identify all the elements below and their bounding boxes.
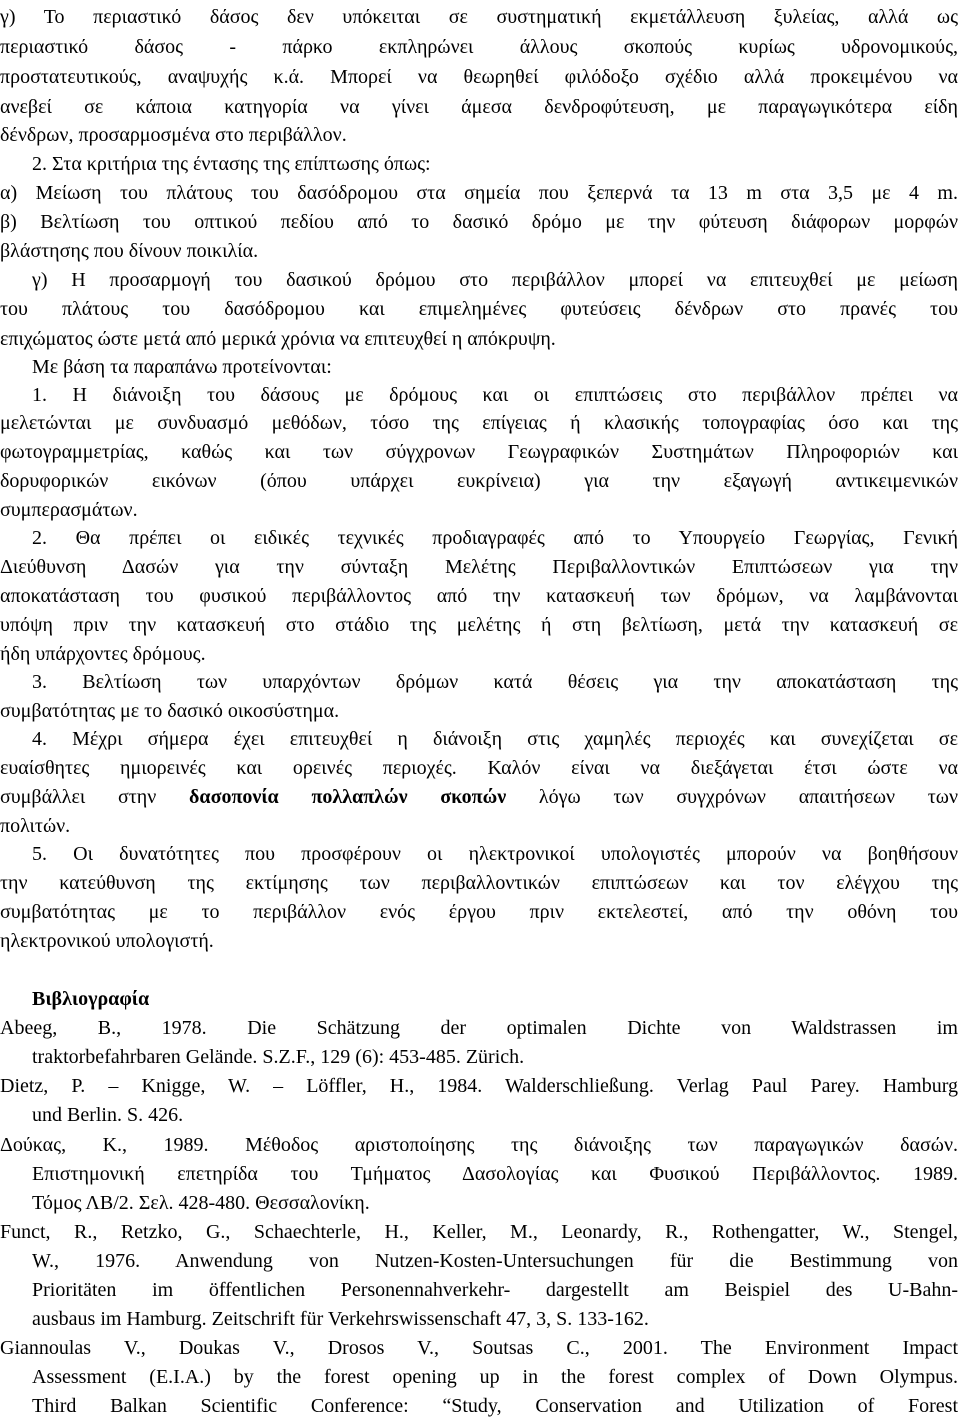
text-line: δορυφορικών εικόνων (όπου υπάρχει ευκρίνεια) για την εξαγωγή αντικειμενικών	[0, 470, 958, 492]
text-line: Διεύθυνση Δασών για την σύνταξη Μελέτης Περιβαλλοντικών Επιπτώσεων για την	[0, 556, 958, 578]
text-line: συμπερασμάτων.	[0, 499, 138, 521]
text-line: συμβατότητας με το δασικό οικοσύστημα.	[0, 700, 340, 722]
text-line: Funct, R., Retzko, G., Schaechterle, H., Keller, M., Leonardy, R., Rothengatter, W., Stengel,	[0, 1221, 958, 1243]
text-line: ηλεκτρονικού υπολογιστή.	[0, 930, 214, 952]
text-line: Prioritäten im öffentlichen Personennahverkehr- dargestellt am Beispiel des U-Bahn-	[32, 1279, 958, 1301]
text-line: 4. Μέχρι σήμερα έχει επιτευχθεί η διάνοιξη στις χαμηλές περιοχές και συνεχίζεται σε	[32, 728, 958, 750]
text-line: ausbaus im Hamburg. Zeitschrift für Verkehrswissenschaft 47, 3, S. 133-162.	[32, 1308, 649, 1330]
text-line: 1. Η διάνοιξη του δάσους με δρόμους και οι επιπτώσεις στο περιβάλλον πρέπει να	[32, 384, 958, 406]
text-line: ήδη υπάρχοντες δρόμους.	[0, 643, 206, 665]
text-line: βλάστησης που δίνουν ποικιλία.	[0, 240, 259, 262]
text-line: δένδρων, προσαρμοσμένα στο περιβάλλον.	[0, 124, 347, 146]
line-text: λόγω των συγχρόνων απαιτήσεων των	[506, 786, 959, 808]
text-line: ευαίσθητες ημιορεινές και ορεινές περιοχές. Καλόν είναι να διεξάγεται έτσι ώστε να	[0, 757, 958, 779]
text-line: und Berlin. S. 426.	[32, 1104, 184, 1126]
text-line: 5. Οι δυνατότητες που προσφέρουν οι ηλεκτρονικοί υπολογιστές μπορούν να βοηθήσουν	[32, 843, 958, 865]
text-line: συμβατότητας με το περιβάλλον ενός έργου πριν εκτελεστεί, από την οθόνη του	[0, 901, 958, 923]
text-line: την κατεύθυνση της εκτίμησης των περιβαλλοντικών επιπτώσεων και τον ελέγχου της	[0, 872, 958, 894]
text-line: 2. Στα κριτήρια της έντασης της επίπτωσης όπως:	[32, 153, 431, 175]
text-line: προστατευτικούς, αναψυχής κ.ά. Μπορεί να θεωρηθεί φιλόδοξο σχέδιο αλλά προκειμένου να	[0, 66, 958, 88]
text-line: υπόψη πριν την κατασκευή στο στάδιο της μελέτης ή στη βελτίωση, μετά την κατασκευή σε	[0, 614, 958, 636]
text-line: φωτογραμμετρίας, καθώς και των σύγχρονων Γεωγραφικών Συστημάτων Πληροφοριών και	[0, 441, 958, 463]
text-line: περιαστικό δάσος - πάρκο εκπληρώνει άλλους σκοπούς κυρίως υδρονομικούς,	[0, 36, 958, 58]
text-line: β) Βελτίωση του οπτικού πεδίου από το δασικό δρόμο με την φύτευση διάφορων μορφών	[0, 211, 958, 233]
text-line: του πλάτους του δασόδρομου και επιμελημένες φυτεύσεις δένδρων στο πρανές του	[0, 298, 958, 320]
text-line: 3. Βελτίωση των υπαρχόντων δρόμων κατά θέσεις για την αποκατάσταση της	[32, 671, 958, 693]
section-heading: Βιβλιογραφία	[32, 988, 150, 1010]
text-line: Δούκας, Κ., 1989. Μέθοδος αριστοποίησης της διάνοιξης των παραγωγικών δασών.	[0, 1134, 958, 1156]
text-line: 2. Θα πρέπει οι ειδικές τεχνικές προδιαγραφές από το Υπουργείο Γεωργίας, Γενική	[32, 527, 958, 549]
bold-phrase: δασοπονία πολλαπλών σκοπών	[189, 786, 507, 808]
text-line: Dietz, P. – Knigge, W. – Löffler, H., 1984. Walderschließung. Verlag Paul Parey. Hamburg	[0, 1075, 958, 1097]
text-line: Τόμος ΛΒ/2. Σελ. 428-480. Θεσσαλονίκη.	[32, 1192, 370, 1214]
text-line	[0, 782, 958, 813]
line-text: συμβάλλει στην	[0, 786, 190, 808]
text-line: Με βάση τα παραπάνω προτείνονται:	[32, 356, 332, 378]
text-line: επιχώματος ώστε μετά από μερικά χρόνια να επιτευχθεί η απόκρυψη.	[0, 328, 556, 350]
text-line: Επιστημονική επετηρίδα του Τμήματος Δασολογίας και Φυσικού Περιβάλλοντος. 1989.	[32, 1163, 958, 1185]
text-line: Abeeg, B., 1978. Die Schätzung der optimalen Dichte von Waldstrassen im	[0, 1017, 958, 1039]
text-line: Third Balkan Scientific Conference: “Study, Conservation and Utilization of Forest	[32, 1395, 958, 1417]
text-line: W., 1976. Anwendung von Nutzen-Kosten-Untersuchungen für die Bestimmung von	[32, 1250, 958, 1272]
text-line: Assessment (E.I.A.) by the forest opening up in the forest complex of Down Olympus.	[32, 1366, 958, 1388]
text-line: α) Μείωση του πλάτους του δασόδρομου στα σημεία που ξεπερνά τα 13 m στα 3,5 με 4 m.	[0, 182, 958, 204]
text-line: γ) Το περιαστικό δάσος δεν υπόκειται σε συστηματική εκμετάλλευση ξυλείας, αλλά ως	[0, 6, 958, 28]
text-line: γ) Η προσαρμογή του δασικού δρόμου στο περιβάλλον μπορεί να επιτευχθεί με μείωση	[32, 269, 958, 291]
text-line: ανεβεί σε κάποια κατηγορία να γίνει άμεσα δενδροφύτευση, με παραγωγικότερα είδη	[0, 96, 958, 118]
text-line: Giannoulas V., Doukas V., Drosos V., Soutsas C., 2001. The Environment Impact	[0, 1337, 958, 1359]
text-line: αποκατάσταση του φυσικού περιβάλλοντος από την κατασκευή των δρόμων, να λαμβάνονται	[0, 585, 958, 607]
text-line: traktorbefahrbaren Gelände. S.Z.F., 129 (6): 453-485. Zürich.	[32, 1046, 525, 1068]
text-line: μελετώνται με συνδυασμό μεθόδων, τόσο της επίγειας ή κλασικής τοπογραφίας όσο και της	[0, 412, 958, 434]
text-line: πολιτών.	[0, 815, 71, 837]
